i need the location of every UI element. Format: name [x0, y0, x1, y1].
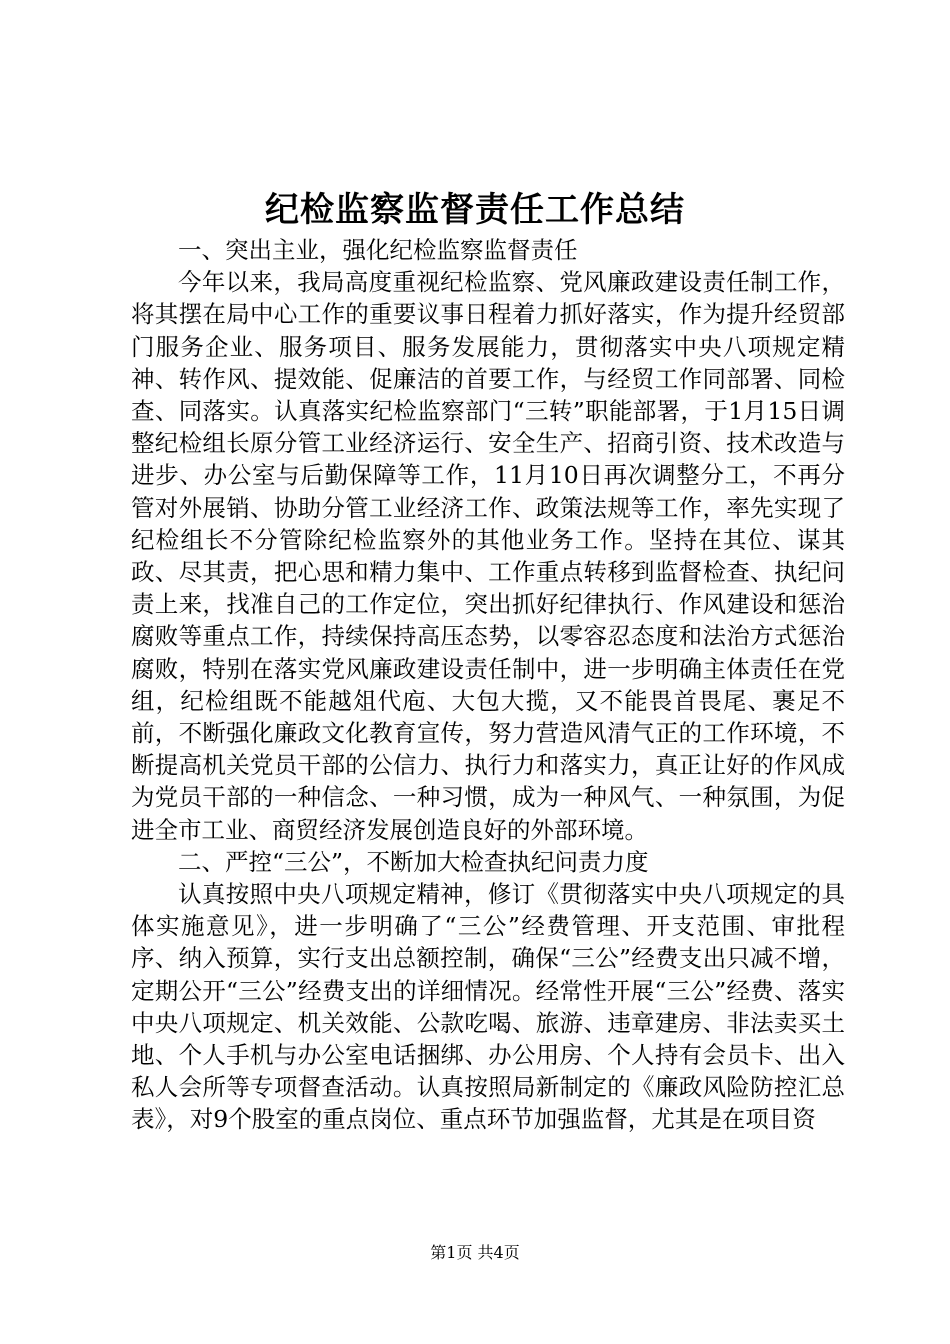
- section-heading-1: 一、突出主业，强化纪检监察监督责任: [178, 236, 578, 264]
- page-footer: 第1页 共4页: [430, 1243, 520, 1262]
- document-title: 纪检监察监督责任工作总结: [265, 190, 685, 230]
- section-heading-2: 二、严控“三公”，不断加大检查执纪问责力度: [178, 847, 649, 876]
- paragraph-2: 认真按照中央八项规定精神，修订《贯彻落实中央八项规定的具体实施意见》，进一步明确了“三公”经费管理、开支范围、审批程序、纳入预算，实行支出总额控制，确保“三公”经费支出只减不增，定期公开“三公”经费支出的详细情况。经常性开展“三公”经费、落实中央八项规定、机关效能、公款吃喝、旅游、违章建房、非法卖买土地、个人手机与办公室电话捆绑、办公用房、个人持有会员卡、出入私人会所等专项督查活动。认真按照局新制定的《廉政风险防控汇总表》，对9个股室的重点岗位、重点环节加强监督，尤其是在项目资: [131, 880, 845, 1134]
- document-body: [131, 234, 845, 1136]
- paragraph-1: 今年以来，我局高度重视纪检监察、党风廉政建设责任制工作，将其摆在局中心工作的重要议事日程着力抓好落实，作为提升经贸部门服务企业、服务项目、服务发展能力，贯彻落实中央八项规定精神、转作风、提效能、促廉洁的首要工作，与经贸工作同部署、同检查、同落实。认真落实纪检监察部门“三转”职能部署，于1月15日调整纪检组长原分管工业经济运行、安全生产、招商引资、技术改造与进步、办公室与后勤保障等工作，11月10日再次调整分工，不再分管对外展销、协助分管工业经济工作、政策法规等工作，率先实现了纪检组长不分管除纪检监察外的其他业务工作。坚持在其位、谋其政、尽其责，把心思和精力集中、工作重点转移到监督检查、执纪问责上来，找准自己的工作定位，突出抓好纪律执行、作风建设和惩治腐败等重点工作，持续保持高压态势，以零容忍态度和法治方式惩治腐败，特别在落实党风廉政建设责任制中，进一步明确主体责任在党组，纪检组既不能越俎代庖、大包大揽，又不能畏首畏尾、裹足不前，不断强化廉政文化教育宣传，努力营造风清气正的工作环境，不断提高机关党员干部的公信力、执行力和落实力，真正让好的作风成为党员干部的一种信念、一种习惯，成为一种风气、一种氛围，为促进全市工业、商贸经济发展创造良好的外部环境。: [131, 268, 845, 844]
